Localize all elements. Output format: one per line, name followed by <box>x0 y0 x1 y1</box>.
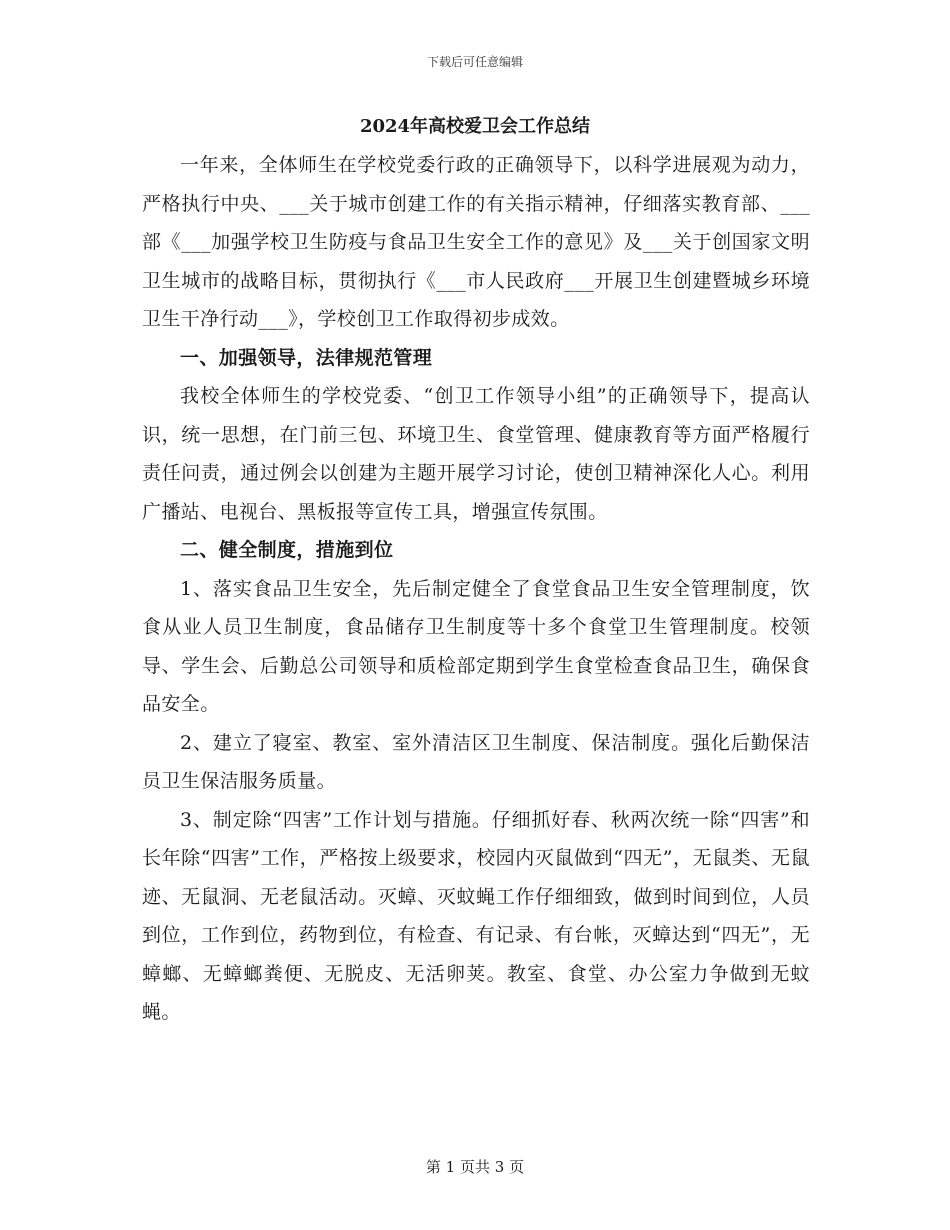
section-2-item-3: 3、制定除“四害”工作计划与措施。仔细抓好春、秋两次统一除“四害”和长年除“四害”工作，严格按上级要求，校园内灭鼠做到“四无”，无鼠类、无鼠迹、无鼠洞、无老鼠活动。灭蟑、灭蚊蝇工作仔细细致，做到时间到位，人员到位，工作到位，药物到位，有检查、有记录、有台帐，灭蟑达到“四无”，无蟑螂、无蟑螂粪便、无脱皮、无活卵荚。教室、食堂、办公室力争做到无蚊蝇。 <box>142 808 810 1023</box>
page-header-note: 下载后可任意编辑 <box>426 55 523 69</box>
page-number-footer: 第 1 页共 3 页 <box>425 1158 525 1176</box>
section-1-heading: 一、加强领导，法律规范管理 <box>180 346 433 369</box>
section-2-heading: 二、健全制度，措施到位 <box>180 539 394 561</box>
document-body <box>142 146 810 1032</box>
section-2-item-2: 2、建立了寝室、教室、室外清洁区卫生制度、保洁制度。强化后勤保洁员卫生保洁服务质量。 <box>142 731 810 792</box>
section-1-paragraph: 我校全体师生的学校党委、“创卫工作领导小组”的正确领导下，提高认识，统一思想，在门前三包、环境卫生、食堂管理、健康教育等方面严格履行责任问责，通过例会以创建为主题开展学习讨论，使创卫精神深化人心。利用广播站、电视台、黑板报等宣传工具，增强宣传氛围。 <box>142 385 810 523</box>
intro-paragraph: 一年来，全体师生在学校党委行政的正确领导下，以科学进展观为动力，严格执行中央、___关于城市创建工作的有关指示精神，仔细落实教育部、___部《___加强学校卫生防疫与食品卫生安全工作的意见》及___关于创国家文明卫生城市的战略目标，贯彻执行《___市人民政府___开展卫生创建暨城乡环境卫生干净行动___》，学校创卫工作取得初步成效。 <box>142 154 810 330</box>
document-title: 2024年高校爱卫会工作总结 <box>359 116 591 137</box>
section-2-item-1: 1、落实食品卫生安全，先后制定健全了食堂食品卫生安全管理制度，饮食从业人员卫生制度，食品储存卫生制度等十多个食堂卫生管理制度。校领导、学生会、后勤总公司领导和质检部定期到学生食堂检查食品卫生，确保食品安全。 <box>142 577 810 715</box>
